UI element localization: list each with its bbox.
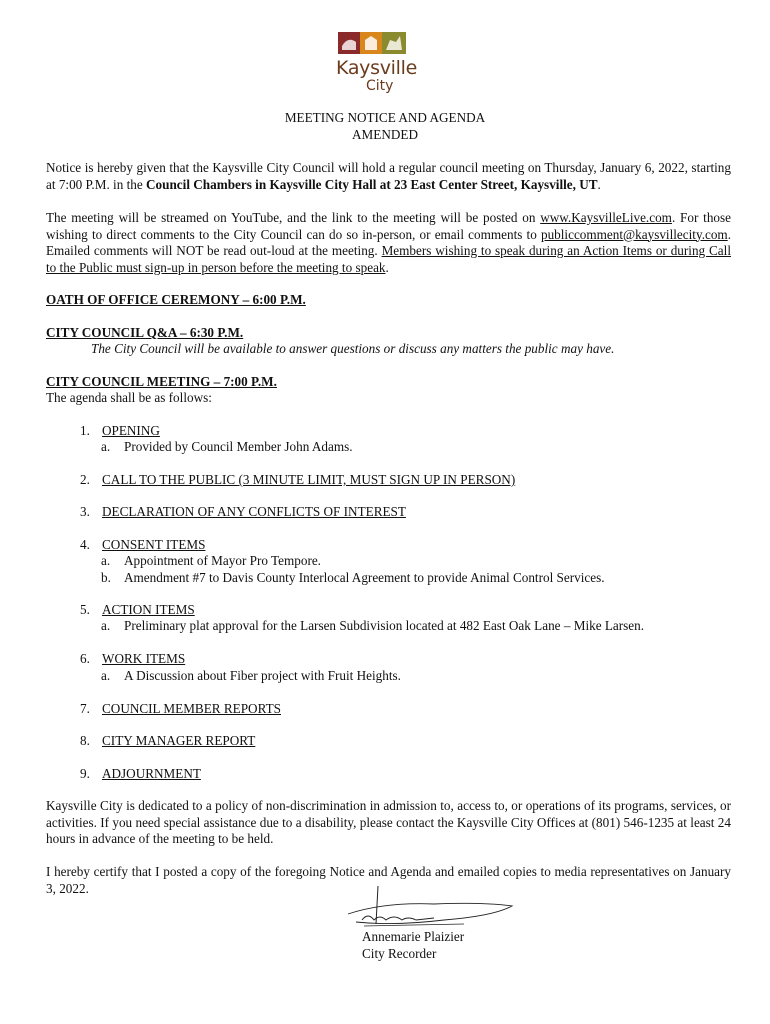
certification-paragraph: I hereby certify that I posted a copy of the foregoing Notice and Agenda and emailed copies to media representatives on January 3, 2022. (46, 864, 731, 896)
agenda-subitem: b. Amendment #7 to Davis County Interlocal Agreement to provide Animal Control Services. (101, 570, 605, 585)
meeting-heading: CITY COUNCIL MEETING – 7:00 P.M. (46, 374, 277, 389)
agenda-subitem: a. Appointment of Mayor Pro Tempore. (101, 553, 321, 568)
agenda-subitem: a. A Discussion about Fiber project with Fruit Heights. (101, 668, 401, 683)
stream-paragraph: The meeting will be streamed on YouTube, and the link to the meeting will be posted on www.KaysvilleLive.com. For those wishing to direct comments to the City Council can do so in-person, or email comments to publiccomment@kaysvillecity.com. Emailed comments will NOT be read out-loud at the meeting. Members wishing to speak during an Action Items or during Call to the Public must sign-up in person before the meeting to speak. (46, 210, 732, 275)
agenda-subitem: a. Preliminary plat approval for the Larsen Subdivision located at 482 East Oak Lane – Mike Larsen. (101, 618, 645, 633)
public-comment-email-link[interactable]: publiccomment@kaysvillecity.com (540, 226, 728, 242)
signer-title: City Recorder (362, 946, 437, 961)
signup-notice: Members wishing to speak during an Action Items or during Call to the Public must sign-up in person before the meeting to speak (46, 243, 731, 275)
agenda-item: 1. OPENING (80, 423, 160, 438)
kaysvillelive-link[interactable]: www.KaysvilleLive.com (540, 210, 672, 225)
doc-title: MEETING NOTICE AND AGENDA (284, 110, 486, 125)
agenda-item: 7. COUNCIL MEMBER REPORTS (80, 701, 281, 716)
agenda-item: 4. CONSENT ITEMS (80, 537, 206, 552)
doc-subtitle: AMENDED (352, 127, 418, 142)
agenda-item: 6. WORK ITEMS (80, 651, 186, 666)
qa-heading: CITY COUNCIL Q&A – 6:30 P.M. (46, 325, 244, 340)
agenda-item: 5. ACTION ITEMS (80, 602, 195, 617)
meeting-intro: The agenda shall be as follows: (46, 390, 212, 405)
handwritten-signature (344, 884, 514, 934)
logo-wordmark: Kaysville (336, 57, 417, 79)
agenda-item: 8. CITY MANAGER REPORT (80, 733, 256, 748)
location-text: Council Chambers in Kaysville City Hall at 23 East Center Street, Kaysville, UT (146, 176, 598, 192)
agenda-item: 3. DECLARATION OF ANY CONFLICTS OF INTEREST (80, 504, 406, 519)
agenda-item: 9. ADJOURNMENT (80, 766, 201, 781)
signer-name: Annemarie Plaizier (362, 929, 465, 944)
nondiscrimination-paragraph: Kaysville City is dedicated to a policy of non-discrimination in admission to, access to, or operations of its programs, services, or activities. If you need special assistance due to a disability, please contact the Kaysville City Offices at (801) 546-1235 at least 24 hours in advance of the meeting to be held. (46, 798, 731, 847)
logo-wordmark-city: City (366, 78, 394, 94)
agenda-subitem: a. Provided by Council Member John Adams. (101, 439, 353, 454)
agenda-item: 2. CALL TO THE PUBLIC (3 MINUTE LIMIT, MUST SIGN UP IN PERSON) (80, 472, 516, 487)
notice-paragraph: Notice is hereby given that the Kaysville City Council will hold a regular council meeting on Thursday, January 6, 2022, starting at 7:00 P.M. in the Council Chambers in Kaysville City Hall at 23 East Center Street, Kaysville, UT. (46, 160, 731, 192)
oath-heading: OATH OF OFFICE CEREMONY – 6:00 P.M. (46, 292, 306, 307)
qa-description: The City Council will be available to answer questions or discuss any matters the public may have. (91, 341, 615, 356)
